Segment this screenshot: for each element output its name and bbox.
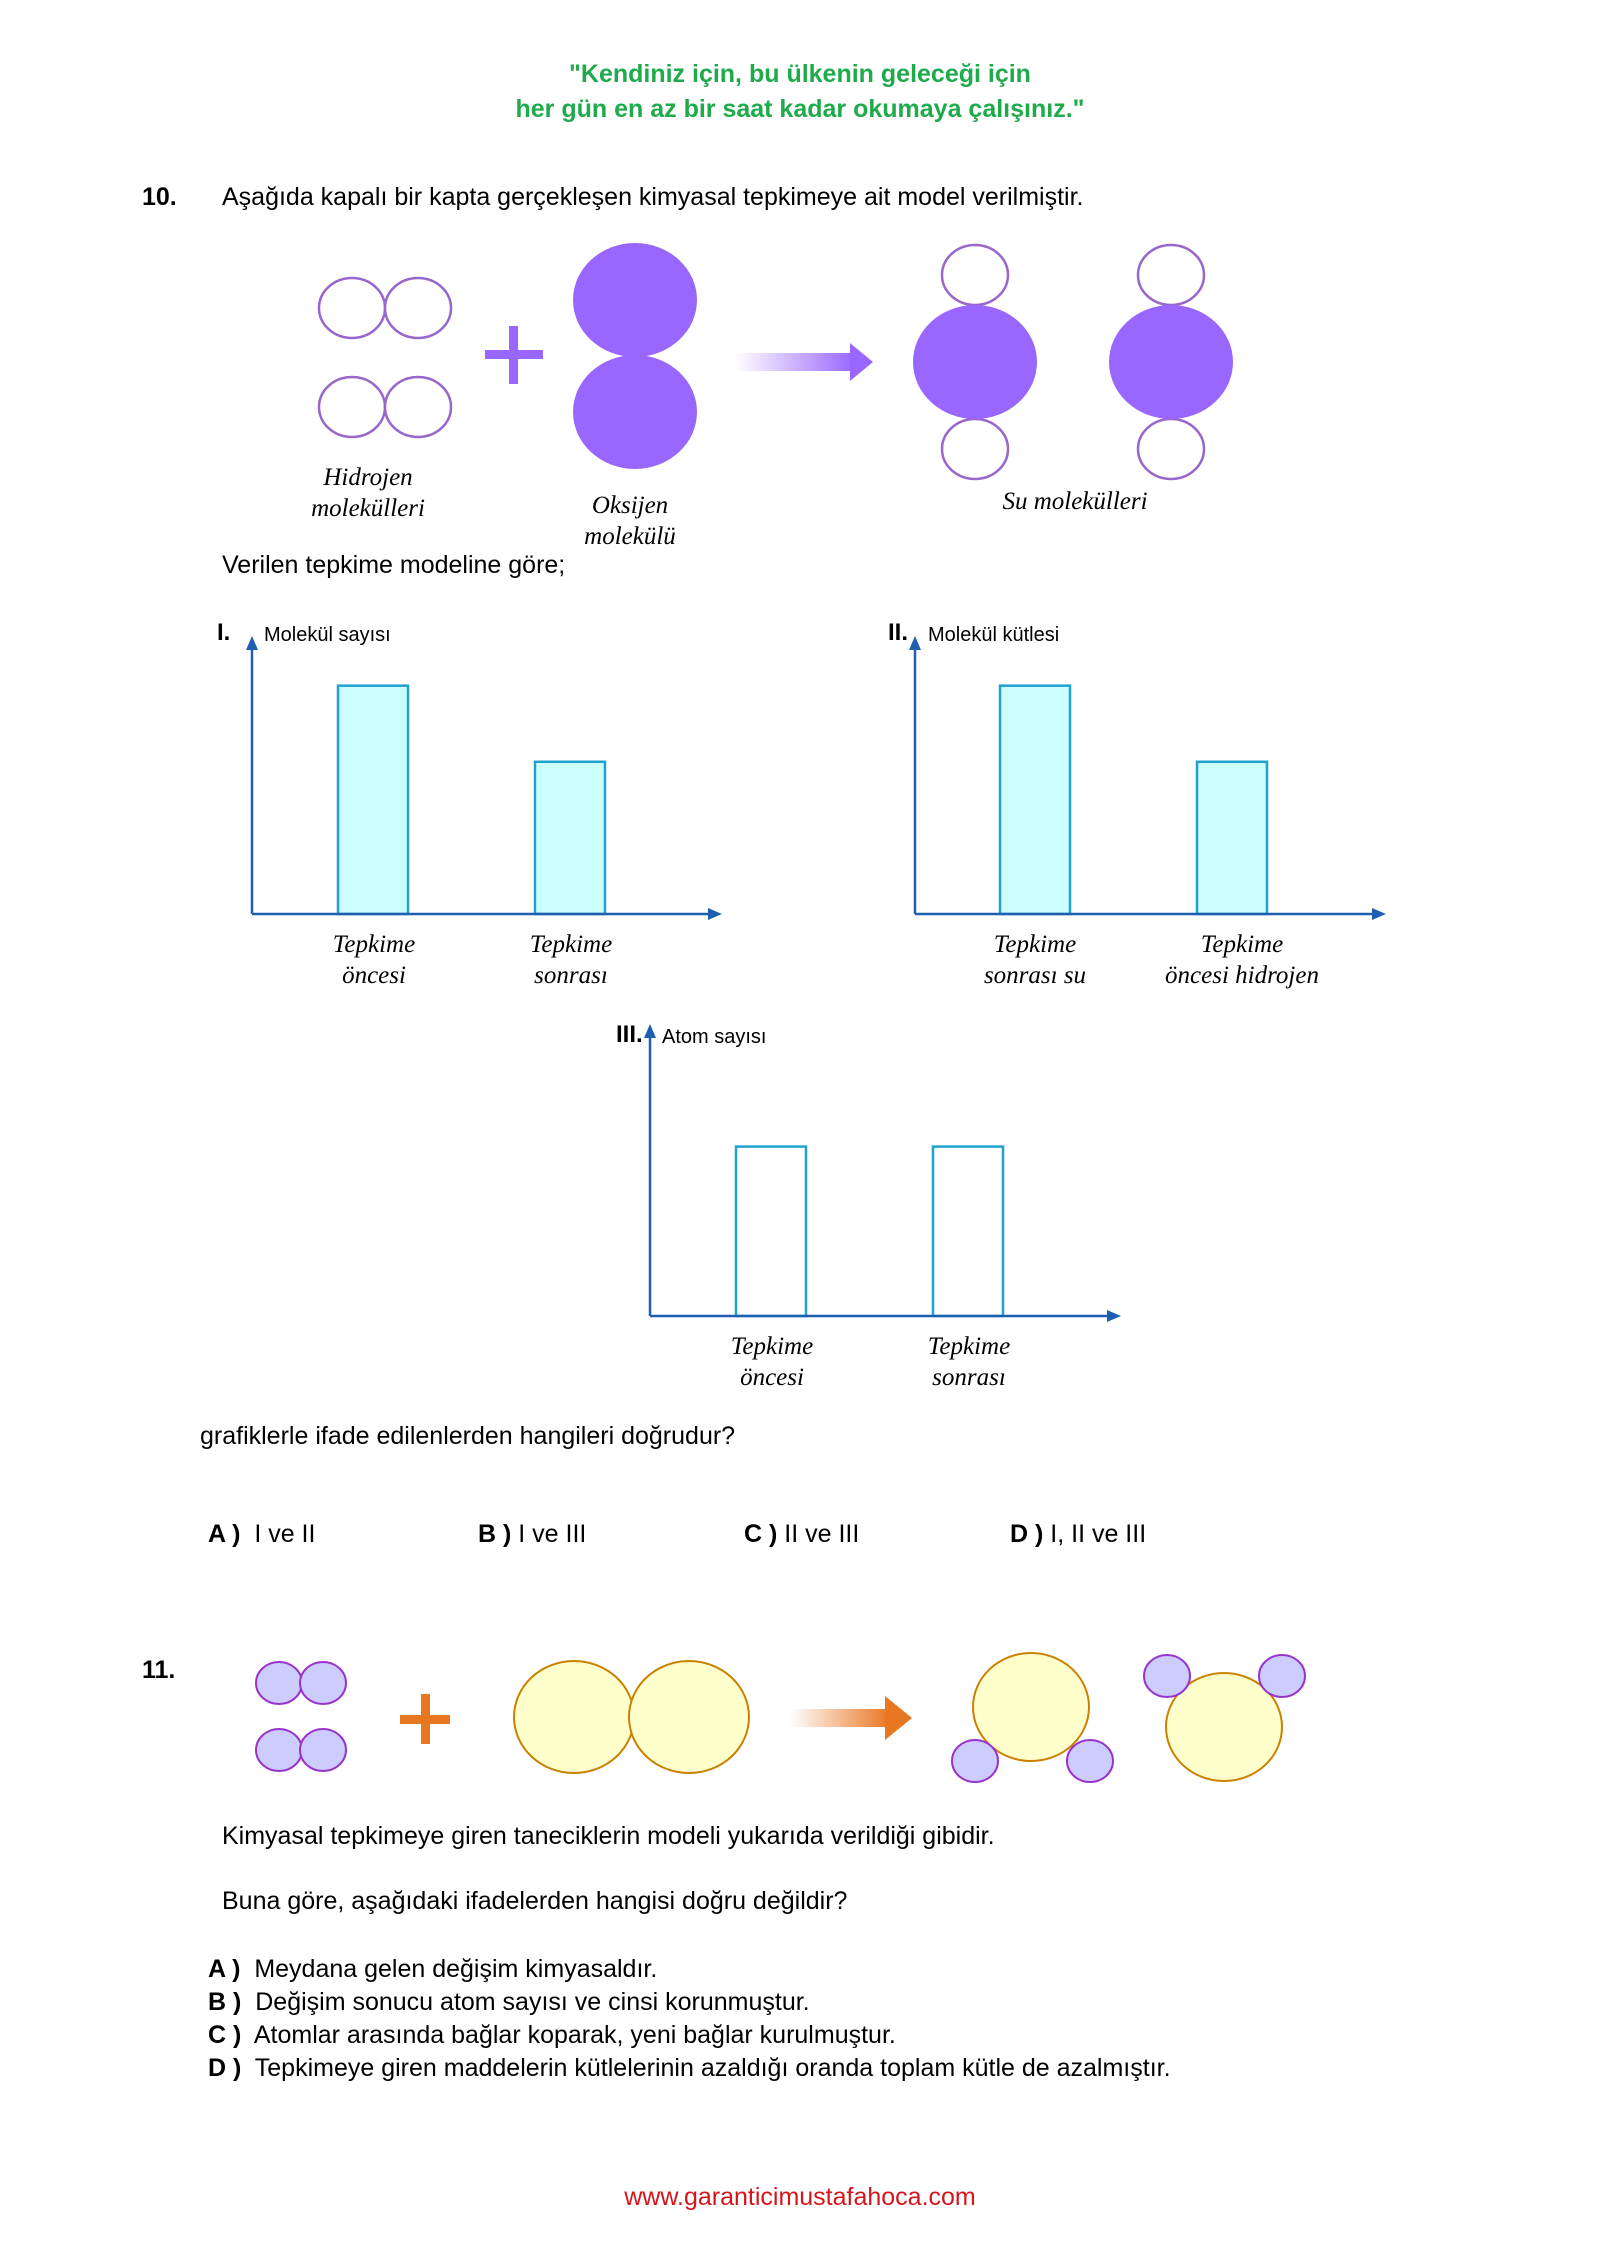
q11-small-molecule-bottom: [256, 1729, 346, 1771]
q11-option-d-text: Tepkimeye giren maddelerin kütlelerinin azaldığı oranda toplam kütle de azalmıştır.: [254, 2054, 1171, 2082]
q11-product-2: [1144, 1655, 1305, 1781]
chart-2-roman: II.: [888, 619, 909, 646]
question-11-number: 11.: [142, 1656, 176, 1684]
q11-option-b-letter: B ): [208, 1988, 242, 2016]
q10-option-b-text: I ve III: [518, 1520, 587, 1548]
question-10-prompt: grafiklerle ifade edilenlerden hangileri doğrudur?: [200, 1422, 736, 1450]
q11-product-1: [952, 1653, 1113, 1782]
question-11-prompt: Buna göre, aşağıdaki ifadelerden hangisi doğru değildir?: [222, 1887, 848, 1915]
model-intro: Verilen tepkime modeline göre;: [222, 551, 566, 579]
chart-2-category-2-line2: öncesi hidrojen: [1165, 962, 1319, 989]
chart-2-category-2-line1: Tepkime: [1200, 931, 1284, 958]
q10-option-c-text: II ve III: [784, 1520, 860, 1548]
q11-reaction-arrow-icon: [790, 1696, 912, 1740]
q10-option-d-text: I, II ve III: [1050, 1520, 1147, 1548]
footer-url[interactable]: www.garanticimustafahoca.com: [624, 2183, 976, 2211]
q10-option-a-letter: A ): [208, 1520, 241, 1548]
chart-2-ylabel: Molekül kütlesi: [928, 624, 1060, 646]
hydrogen-label-line2: molekülleri: [311, 495, 425, 522]
q10-option-c-letter: C ): [744, 1520, 778, 1548]
chart-2-category-1-line2: sonrası su: [983, 962, 1087, 989]
q10-option-a-text: I ve II: [254, 1520, 316, 1548]
q11-option-a-text: Meydana gelen değişim kimyasaldır.: [254, 1955, 658, 1983]
chart-3-category-1-line2: öncesi: [740, 1364, 804, 1391]
water-label: Su molekülleri: [1002, 488, 1148, 515]
q11-option-b-text: Değişim sonucu atom sayısı ve cinsi korunmuştur.: [255, 1988, 810, 2016]
oxygen-label-line2: molekülü: [584, 523, 676, 550]
chart-1-category-2-line1: Tepkime: [529, 931, 613, 958]
q11-option-a-letter: A ): [208, 1955, 241, 1983]
q10-option-b-letter: B ): [478, 1520, 512, 1548]
motto-line-2: her gün en az bir saat kadar okumaya çalışınız.": [515, 95, 1085, 123]
q11-large-molecule: [514, 1661, 749, 1773]
q10-option-d-letter: D ): [1010, 1520, 1044, 1548]
chart-3-ylabel: Atom sayısı: [662, 1026, 767, 1048]
chart-1-roman: I.: [217, 619, 231, 646]
chart-3-category-2-line2: sonrası: [932, 1364, 1006, 1391]
chart-1-category-1-line2: öncesi: [342, 962, 406, 989]
q11-option-c-letter: C ): [208, 2021, 242, 2049]
motto-line-1: "Kendiniz için, bu ülkenin geleceği için: [569, 60, 1031, 88]
chart-3-category-1-line1: Tepkime: [730, 1333, 814, 1360]
q11-small-molecule-top: [256, 1662, 346, 1704]
oxygen-label-line1: Oksijen: [591, 492, 669, 519]
question-10-stem: Aşağıda kapalı bir kapta gerçekleşen kimyasal tepkimeye ait model verilmiştir.: [222, 183, 1084, 211]
hydrogen-label-line1: Hidrojen: [323, 464, 413, 491]
q11-option-c-text: Atomlar arasında bağlar koparak, yeni bağlar kurulmuştur.: [253, 2021, 896, 2049]
question-10-number: 10.: [142, 183, 177, 211]
q11-option-b[interactable]: [208, 1988, 810, 2017]
q11-plus-icon: [400, 1694, 450, 1744]
chart-1-category-2-line2: sonrası: [534, 962, 608, 989]
q11-option-c[interactable]: [208, 2021, 896, 2050]
question-11-stem: Kimyasal tepkimeye giren taneciklerin modeli yukarıda verildiği gibidir.: [222, 1822, 995, 1850]
chart-2-category-1-line1: Tepkime: [993, 931, 1077, 958]
chart-3-roman: III.: [616, 1021, 643, 1048]
q11-option-a[interactable]: [208, 1955, 657, 1984]
q11-option-d-letter: D ): [208, 2054, 242, 2082]
chart-1-ylabel: Molekül sayısı: [264, 624, 391, 646]
chart-1-category-1-line1: Tepkime: [332, 931, 416, 958]
chart-3-category-2-line1: Tepkime: [927, 1333, 1011, 1360]
q11-option-d[interactable]: [208, 2054, 1171, 2083]
